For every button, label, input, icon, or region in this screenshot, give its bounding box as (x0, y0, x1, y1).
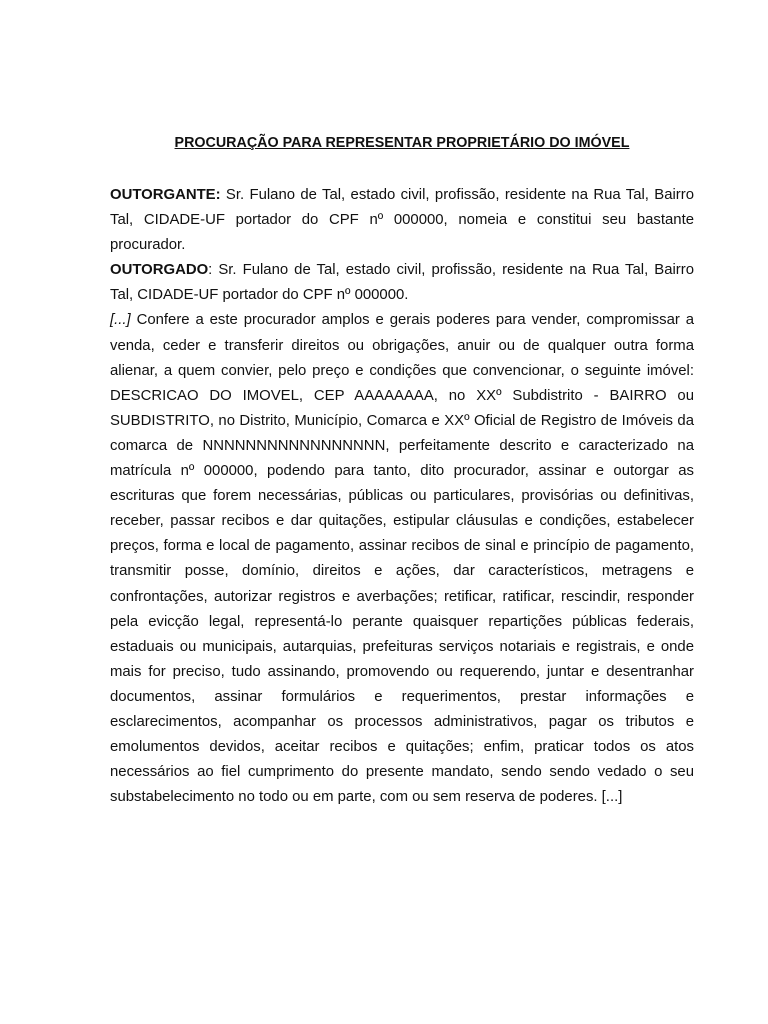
outorgante-label: OUTORGANTE: (110, 187, 221, 203)
poderes-text: Confere a este procurador amplos e gerais poderes para vender, compromissar a venda, ceder e transferir direitos ou obrigações, anuir ou de qualquer outra forma alienar, a quem convier, pelo preço e condições que convencionar, o seguinte imóvel: DESCRICAO DO IMOVEL, CEP AAAAAAAA, no XXº Subdistrito - BAIRRO ou SUBDISTRITO, no Distrito, Município, Comarca e XXº Oficial de Registro de Imóveis da comarca de NNNNNNNNNNNNNNNNN, perfeitamente descrito e caracterizado na matrícula nº 000000, podendo para tanto, dito procurador, assinar e outorgar as escrituras que forem necessárias, públicas ou particulares, provisórias ou definitivas, receber, passar recibos e dar quitações, estipular cláusulas e condições, estabelecer preços, forma e local de pagamento, assinar recibos de sinal e princípio de pagamento, transmitir posse, domínio, direitos e ações, dar característicos, metragens e confrontações, autorizar registros e averbações; retificar, ratificar, rescindir, responder pela evicção legal, representá-lo perante quaisquer repartições públicas federais, estaduais ou municipais, autarquias, prefeituras serviços notariais e registrais, e onde mais for preciso, tudo assinando, promovendo ou requerendo, juntar e desentranhar documentos, assinar formulários e requerimentos, prestar informações e esclarecimentos, acompanhar os processos administrativos, pagar os tributos e emolumentos devidos, aceitar recibos e quitações; enfim, praticar todos os atos necessários ao fiel cumprimento do presente mandato, sendo sendo vedado o seu substabelecimento no todo ou em parte, com ou sem reserva de poderes. [...] (110, 312, 694, 806)
outorgado-text: : Sr. Fulano de Tal, estado civil, profissão, residente na Rua Tal, Bairro Tal, CIDADE-UF portador do CPF nº 000000. (110, 262, 694, 304)
poderes-paragraph (110, 308, 694, 810)
outorgado-label: OUTORGADO (110, 262, 209, 279)
document-title: PROCURAÇÃO PARA REPRESENTAR PROPRIETÁRIO DO IMÓVEL (174, 135, 630, 151)
document-body (110, 183, 694, 810)
outorgado-paragraph (110, 258, 694, 308)
opening-ellipsis: [...] (110, 312, 131, 329)
outorgante-paragraph (110, 183, 694, 258)
outorgante-text: Sr. Fulano de Tal, estado civil, profissão, residente na Rua Tal, Bairro Tal, CIDADE-UF portador do CPF nº 000000, nomeia e constitui seu bastante procurador. (110, 187, 694, 254)
